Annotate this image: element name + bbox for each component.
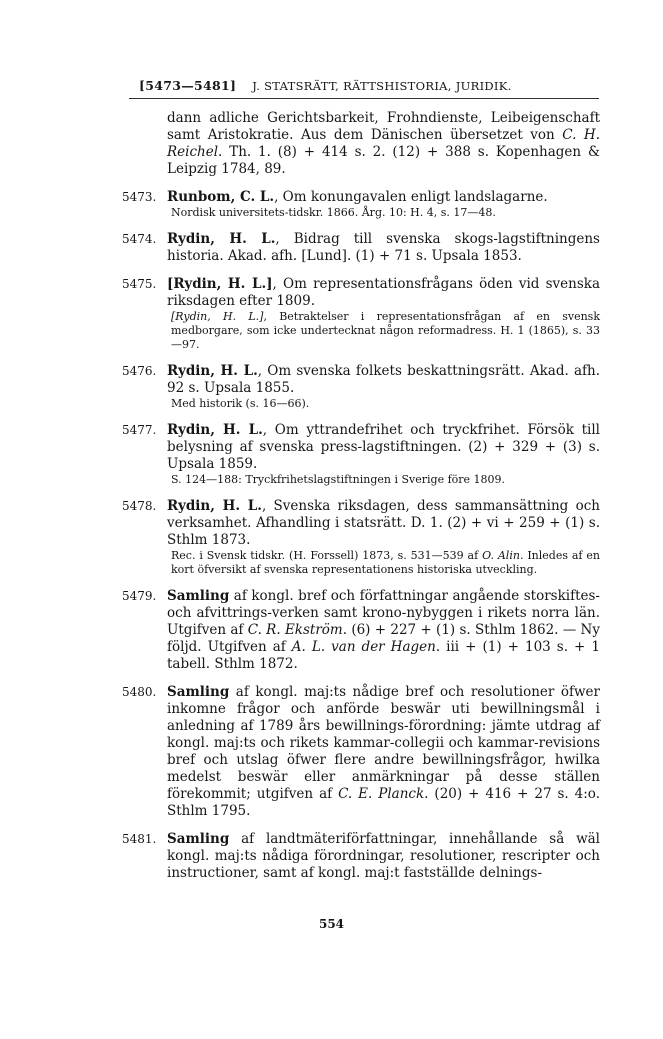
entry-5476 — [122, 363, 600, 411]
entry-title-continued: . (6) + 227 + (1) s. Sthlm 1862. — Ny följd. Utgifven af — [167, 622, 600, 655]
entry-number: 5475. — [122, 277, 157, 291]
header-rule — [129, 98, 599, 99]
entry-number: 5473. — [122, 190, 157, 204]
entry-author: Rydin, H. L. — [167, 363, 258, 379]
entry-title: , Svenska riksdagen, dess sammansättning och verksamhet. Afhandling i statsrätt. D. 1. (2) + vi + 259 + (1) s. Sthlm 1873. — [167, 498, 600, 548]
note-author: [Rydin, H. L.] — [171, 310, 264, 323]
editor-name: C. E. Planck — [338, 786, 425, 802]
note-text-end: . Inledes af en kort öfversikt af svenska representationens historiska utveckling. — [171, 549, 600, 576]
entry-5479 — [122, 588, 600, 673]
editor-name: C. R. Ekström — [247, 622, 343, 638]
entry-note: Nordisk universitets-tidskr. 1866. Årg. 10: H. 4, s. 17—48. — [171, 206, 496, 219]
entry-title: , Om svenska folkets beskattningsrätt. Akad. afh. 92 s. Upsala 1855. — [167, 363, 600, 396]
entry-5477 — [122, 422, 600, 487]
entry-author: [Rydin, H. L.] — [167, 276, 273, 292]
entry-number: 5479. — [122, 589, 157, 603]
entry-number: 5474. — [122, 232, 157, 246]
entry-note: Med historik (s. 16—66). — [171, 397, 310, 410]
entry-note: S. 124—188: Tryckfrihetslagstiftningen i Sverige före 1809. — [171, 473, 506, 486]
entry-author: Rydin, H. L. — [167, 498, 262, 514]
note-text: , Betraktelser i representationsfrågan af en svensk medborgare, som icke undertecknat någon reformadress. H. 1 (1865), s. 33—97. — [171, 310, 600, 351]
entry-author: Samling — [167, 684, 230, 700]
entry-title-end: . (20) + 416 + 27 s. 4:o. Sthlm 1795. — [167, 786, 600, 819]
entry-range: [5473—5481] — [139, 78, 237, 93]
entry-number: 5476. — [122, 364, 157, 378]
section-title: J. STATSRÄTT, RÄTTSHISTORIA, JURIDIK. — [252, 79, 512, 93]
page-number: 554 — [318, 917, 345, 931]
entry-title: , Om representationsfrågans öden vid svenska riksdagen efter 1809. — [167, 276, 600, 309]
entry-author: Rydin, H. L. — [167, 231, 276, 247]
entry-note — [171, 549, 600, 577]
note-text: Rec. i Svensk tidskr. (H. Forssell) 1873, s. 531—539 af — [171, 549, 483, 562]
continued-entry — [167, 110, 600, 178]
entry-author: Rydin, H. L. — [167, 422, 263, 438]
entry-author: Samling — [167, 588, 230, 604]
entry-5478 — [122, 498, 600, 577]
entry-title-end: . iii + (1) + 103 s. + 1 tabell. Sthlm 1872. — [167, 639, 600, 672]
running-header — [139, 78, 559, 93]
continued-text: dann adliche Gerichtsbarkeit, Frohndienste, Leibeigenschaft samt Aristokratie. Aus dem Dänischen übersetzet von — [167, 110, 600, 143]
entry-title: af landtmäteriförfattningar, innehållande så wäl kongl. maj:ts nådiga förordningar, resolutioner, rescripter och instructioner, samt af kongl. maj:t fastställde delnings- — [167, 831, 600, 881]
continued-text-end: . Th. 1. (8) + 414 s. 2. (12) + 388 s. Kopenhagen & Leipzig 1784, 89. — [167, 144, 600, 177]
entry-note — [171, 310, 600, 352]
entry-author: Samling — [167, 831, 230, 847]
bibliography-list — [122, 110, 600, 882]
translator-name: C. H. Reichel — [167, 127, 600, 160]
entry-5475 — [122, 276, 600, 352]
editor-name-2: A. L. van der Hagen — [291, 639, 436, 655]
entry-title: af kongl. bref och författningar angående storskiftes- och afvittrings-verken samt krono-nybyggen i rikets norra län. Utgifven af — [167, 588, 600, 638]
entry-title: af kongl. maj:ts nådige bref och resolutioner öfwer inkomne frågor och anförde beswär uti bewillningsmål i anledning af 1789 års bewillnings-förordning: jämte utdrag af kongl. maj:ts och rikets kammar-collegii och kammar-revisions bref och utslag öfwer flere andre bewillningsfrågor, hwilka medelst beswär eller anmärkningar på desse ställen förekommit; utgifven af — [167, 684, 600, 802]
entry-number: 5477. — [122, 423, 157, 437]
entry-5481 — [122, 831, 600, 882]
entry-5473 — [122, 189, 600, 220]
entry-title: , Om yttrandefrihet och tryckfrihet. Försök till belysning af svenska press-lagstiftningen. (2) + 329 + (3) s. Upsala 1859. — [167, 422, 600, 472]
entry-5480 — [122, 684, 600, 820]
entry-author: Runbom, C. L. — [167, 189, 275, 205]
entry-5474 — [122, 231, 600, 265]
entry-number: 5478. — [122, 499, 157, 513]
entry-number: 5480. — [122, 685, 157, 699]
reviewer-name: O. Alin — [482, 549, 520, 562]
entry-title: , Bidrag till svenska skogs-lagstiftningens historia. Akad. afh. [Lund]. (1) + 71 s. Upsala 1853. — [167, 231, 600, 264]
entry-number: 5481. — [122, 832, 157, 846]
entry-title: , Om konungavalen enligt landslagarne. — [274, 189, 548, 205]
